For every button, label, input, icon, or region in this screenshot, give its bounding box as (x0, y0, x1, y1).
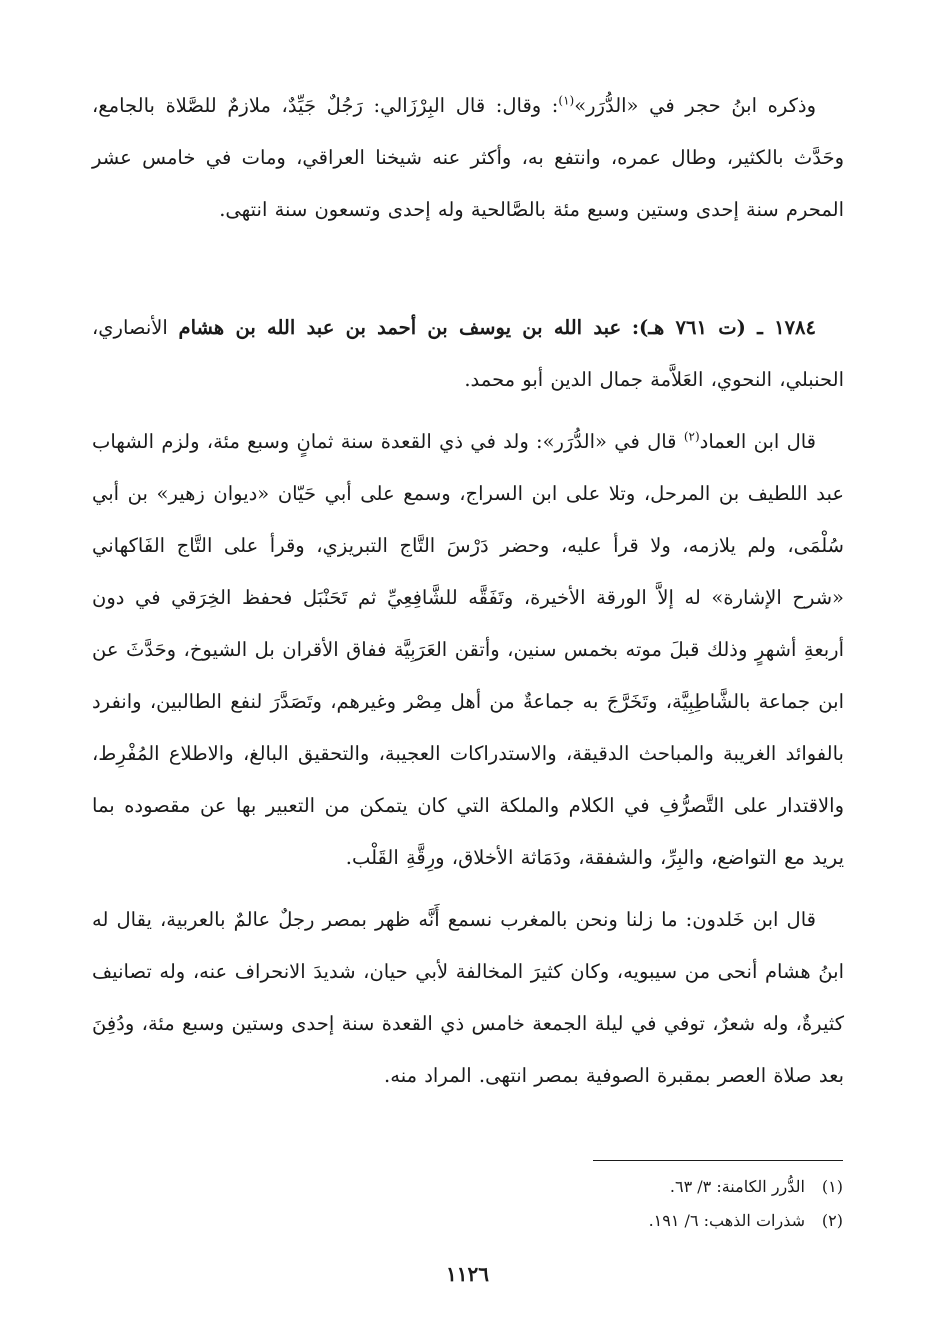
page-number: ١١٢٦ (446, 1262, 489, 1286)
footnote-number: (١) (821, 1177, 843, 1196)
footnote-text: شذرات الذهب: ٦/ ١٩١. (648, 1211, 805, 1230)
entry-description: الأنصاري، الحنبلي، النحوي، العَلاَّمة جمال الدين أبو محمد. (92, 316, 844, 391)
paragraph-4-text: قال ابن خَلدون: ما زلنا ونحن بالمغرب نسمع أَنَّه ظهر بمصر رجلٌ عالمٌ بالعربية، يقال له ابنُ هشام أنحى من سيبويه، وكان كثيرَ المخالفة لأبي حيان، شديدَ الانحراف عنه، وله تصانيف كثيرةٌ، وله شعرٌ، توفي في ليلة الجمعة خامس ذي القعدة سنة إحدى وستين وسبع مئة، ودُفِنَ بعد صلاة العصر بمقبرة الصوفية بمصر انتهى. المراد منه. (92, 908, 844, 1087)
footnote-number: (٢) (821, 1211, 843, 1230)
paragraph-ibn-khaldun (92, 894, 844, 1102)
entry-name: عبد الله بن يوسف بن أحمد بن عبد الله بن هشام (178, 316, 622, 339)
footnote-1 (343, 1170, 843, 1204)
paragraph-3-start: قال ابن العماد (699, 430, 817, 453)
footnote-divider (593, 1160, 843, 1161)
paragraph-1-text: وذكره ابنُ حجر في «الدُّرَر»$^{(١)}$: وقال: قال البِرْزَالي: رَجُلٌ جَيِّدٌ، ملازمٌ للصَّلاة بالجامع، وحَدَّث بالكثير، وطال عمره، وانتفع به، وأكثر عنه شيخنا العراقي، ومات في خامس عشر المحرم سنة إحدى وستين وسبع مئة بالصَّالحية وله إحدى وتسعون سنة انتهى. (92, 93, 844, 221)
footnote-ref-2: (٢) (683, 429, 700, 444)
paragraph-ibn-hajar-quote (92, 80, 844, 236)
footnotes (343, 1170, 843, 1238)
paragraph-ibn-al-imad (92, 416, 844, 884)
footnote-ref-1: (١) (558, 93, 575, 108)
paragraph-3-text: قال في «الدُّرَر»: ولد في ذي القعدة سنة ثمانٍ وسبع مئة، ولزم الشهاب عبد اللطيف بن المرحل، وتلا على ابن السراج، وسمع على أبي حَيّان «ديوان زهير» بن أبي سُلْمَى، ولم يلازمه، ولا قرأ عليه، وحضر دَرْسَ التَّاج التبريزي، وقرأ على التَّاج الفَاكهاني «شرح الإشارة» له إلاَّ الورقة الأخيرة، وتَفَقَّه للشَّافِعِيِّ ثم تَحَنْبَل فحفظ الخِرَقي في دون أربعةِ أشهرٍ وذلك قبلَ موته بخمس سنين، وأتقن العَرَبِيَّة ففاق الأقران بل الشيوخ، وحَدَّثَ عن ابن جماعة بالشَّاطِبِيَّة، وتَخَرَّجَ به جماعةٌ من أهل مِصْر وغيرهم، وتَصَدَّرَ لنفع الطالبين، وانفرد بالفوائد الغريبة والمباحث الدقيقة، والاستدراكات العجيبة، والتحقيق البالغ، والاطلاع المُفْرِط، والاقتدار على التَّصرُّفِ في الكلام والملكة التي كان يتمكن من التعبير بها عن مقصوده بما يريد مع التواضع، والبِرِّ، والشفقة، ودَمَاثة الأخلاق، ورِقَّةِ القَلْب. (92, 430, 844, 869)
footnote-text: الدُّرر الكامنة: ٣/ ٦٣. (669, 1177, 805, 1196)
entry-heading-1784 (92, 302, 844, 406)
entry-number: ١٧٨٤ ـ (ت ٧٦١ هـ): (631, 316, 816, 339)
footnote-2 (343, 1204, 843, 1238)
